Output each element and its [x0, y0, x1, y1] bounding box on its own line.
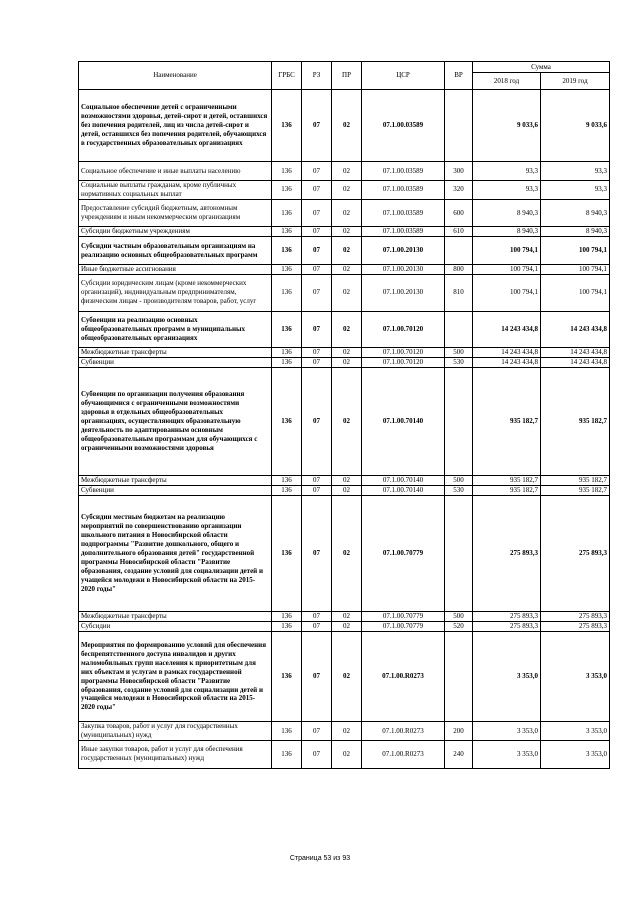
cell-vr: 530: [445, 358, 473, 368]
cell-vr: [445, 495, 473, 612]
cell-grbs: 136: [272, 237, 302, 265]
cell-csr: 07.1.00.70140: [362, 475, 445, 485]
cell-2019: 14 243 434,8: [541, 358, 610, 368]
cell-name: Субсидии частным образовательным организациям на реализацию основных общеобразовательных программ: [79, 237, 272, 265]
cell-pr: 02: [332, 227, 362, 237]
header-name: Наименование: [79, 62, 272, 90]
cell-vr: 500: [445, 475, 473, 485]
cell-rz: 07: [302, 348, 332, 358]
cell-csr: 07.1.00.70120: [362, 348, 445, 358]
cell-2019: 935 182,7: [541, 367, 610, 475]
cell-rz: 07: [302, 475, 332, 485]
cell-2018: 3 353,0: [473, 722, 541, 741]
cell-vr: 600: [445, 199, 473, 227]
cell-2018: 100 794,1: [473, 237, 541, 265]
cell-2018: 93,3: [473, 162, 541, 181]
cell-csr: 07.1.00.03589: [362, 227, 445, 237]
cell-csr: 07.1.00.70140: [362, 367, 445, 475]
cell-2018: 100 794,1: [473, 265, 541, 275]
cell-csr: 07.1.00.03589: [362, 162, 445, 181]
budget-table: [78, 61, 610, 769]
cell-2018: 935 182,7: [473, 485, 541, 495]
cell-2019: 100 794,1: [541, 265, 610, 275]
cell-2018: 100 794,1: [473, 274, 541, 311]
cell-name: Субсидии юридическим лицам (кроме некоммерческих организаций), индивидуальным предпринимателям, физическим лицам - производителям товаров, работ, услуг: [79, 274, 272, 311]
cell-2018: 275 893,3: [473, 495, 541, 612]
cell-rz: 07: [302, 162, 332, 181]
cell-name: Субвенции: [79, 485, 272, 495]
cell-name: Закупка товаров, работ и услуг для государственных (муниципальных) нужд: [79, 722, 272, 741]
table-row: [79, 227, 610, 237]
cell-grbs: 136: [272, 485, 302, 495]
cell-pr: 02: [332, 622, 362, 632]
table-row: [79, 358, 610, 368]
cell-2018: 935 182,7: [473, 367, 541, 475]
cell-name: Социальное обеспечение и иные выплаты населению: [79, 162, 272, 181]
cell-csr: 07.1.00.70779: [362, 612, 445, 622]
cell-grbs: 136: [272, 265, 302, 275]
table-row: [79, 162, 610, 181]
cell-pr: 02: [332, 311, 362, 348]
cell-pr: 02: [332, 265, 362, 275]
cell-2018: 14 243 434,8: [473, 348, 541, 358]
table-row: [79, 495, 610, 612]
header-csr: ЦСР: [362, 62, 445, 90]
cell-vr: 500: [445, 348, 473, 358]
cell-vr: 810: [445, 274, 473, 311]
cell-grbs: 136: [272, 311, 302, 348]
cell-2018: 275 893,3: [473, 612, 541, 622]
cell-vr: 500: [445, 612, 473, 622]
cell-grbs: 136: [272, 90, 302, 162]
cell-vr: [445, 632, 473, 722]
cell-csr: 07.1.00.70779: [362, 622, 445, 632]
table-row: [79, 632, 610, 722]
table-row: [79, 740, 610, 768]
cell-grbs: 136: [272, 199, 302, 227]
cell-grbs: 136: [272, 740, 302, 768]
table-body: [79, 90, 610, 769]
cell-grbs: 136: [272, 227, 302, 237]
cell-rz: 07: [302, 612, 332, 622]
cell-grbs: 136: [272, 495, 302, 612]
cell-rz: 07: [302, 265, 332, 275]
cell-csr: 07.1.00.70779: [362, 495, 445, 612]
cell-rz: 07: [302, 740, 332, 768]
cell-2018: 8 940,3: [473, 199, 541, 227]
cell-csr: 07.1.00.20130: [362, 274, 445, 311]
cell-2019: 3 353,0: [541, 722, 610, 741]
cell-pr: 02: [332, 274, 362, 311]
cell-vr: 610: [445, 227, 473, 237]
cell-2019: 14 243 434,8: [541, 348, 610, 358]
cell-vr: 800: [445, 265, 473, 275]
cell-csr: 07.1.00.03589: [362, 180, 445, 199]
cell-pr: 02: [332, 612, 362, 622]
cell-rz: 07: [302, 358, 332, 368]
table-row: [79, 311, 610, 348]
cell-pr: 02: [332, 358, 362, 368]
cell-rz: 07: [302, 90, 332, 162]
header-rz: РЗ: [302, 62, 332, 90]
table-row: [79, 612, 610, 622]
cell-name: Мероприятия по формированию условий для обеспечения беспрепятственного доступа инвалидов и других маломобильных групп населения к приоритетным для них объектам и услугам в рамках государственной программы Новосибирской области "Развитие образования, создание условий для социализации детей и учащейся молодежи в Новосибирской области на 2015-2020 годы": [79, 632, 272, 722]
cell-pr: 02: [332, 485, 362, 495]
table-row: [79, 722, 610, 741]
table-row: [79, 180, 610, 199]
cell-vr: [445, 311, 473, 348]
cell-2019: 9 033,6: [541, 90, 610, 162]
cell-rz: 07: [302, 311, 332, 348]
cell-2018: 3 353,0: [473, 740, 541, 768]
cell-2019: 8 940,3: [541, 227, 610, 237]
cell-rz: 07: [302, 495, 332, 612]
cell-2019: 100 794,1: [541, 237, 610, 265]
cell-grbs: 136: [272, 612, 302, 622]
cell-pr: 02: [332, 740, 362, 768]
cell-2018: 93,3: [473, 180, 541, 199]
cell-grbs: 136: [272, 348, 302, 358]
cell-2018: 14 243 434,8: [473, 311, 541, 348]
cell-grbs: 136: [272, 622, 302, 632]
cell-rz: 07: [302, 274, 332, 311]
cell-rz: 07: [302, 237, 332, 265]
cell-grbs: 136: [272, 358, 302, 368]
header-year-2018: 2018 год: [473, 73, 541, 90]
cell-csr: 07.1.00.R0273: [362, 632, 445, 722]
cell-csr: 07.1.00.20130: [362, 237, 445, 265]
cell-pr: 02: [332, 237, 362, 265]
cell-name: Субсидии: [79, 622, 272, 632]
table-row: [79, 237, 610, 265]
table-row: [79, 90, 610, 162]
cell-2019: 3 353,0: [541, 740, 610, 768]
cell-pr: 02: [332, 367, 362, 475]
cell-2018: 275 893,3: [473, 622, 541, 632]
cell-vr: 200: [445, 722, 473, 741]
cell-rz: 07: [302, 632, 332, 722]
cell-csr: 07.1.00.70120: [362, 311, 445, 348]
table-row: [79, 475, 610, 485]
cell-name: Субвенции по организации получения образования обучающимися с ограниченными возможностями здоровья в отдельных общеобразовательных организациях, осуществляющих образовательную деятельность по адаптированным основным общеобразовательным программам для обучающихся с ограниченными возможностями здоровья: [79, 367, 272, 475]
cell-rz: 07: [302, 180, 332, 199]
header-grbs: ГРБС: [272, 62, 302, 90]
cell-csr: 07.1.00.R0273: [362, 740, 445, 768]
cell-rz: 07: [302, 722, 332, 741]
cell-name: Иные бюджетные ассигнования: [79, 265, 272, 275]
cell-vr: 530: [445, 485, 473, 495]
cell-name: Субвенции: [79, 358, 272, 368]
cell-rz: 07: [302, 227, 332, 237]
cell-grbs: 136: [272, 162, 302, 181]
cell-name: Социальные выплаты гражданам, кроме публичных нормативных социальных выплат: [79, 180, 272, 199]
cell-name: Социальное обеспечение детей с ограниченными возможностями здоровья, детей-сирот и детей, оставшихся без попечения родителей, лиц из числа детей-сирот и детей, оставшихся без попечения родителей, обучающихся в государственных образовательных организациях: [79, 90, 272, 162]
cell-csr: 07.1.00.03589: [362, 90, 445, 162]
cell-2019: 275 893,3: [541, 612, 610, 622]
cell-name: Субвенции на реализацию основных общеобразовательных программ в муниципальных общеобразовательных организациях: [79, 311, 272, 348]
header-sum: Сумма: [473, 62, 610, 73]
header-year-2019: 2019 год: [541, 73, 610, 90]
cell-name: Предоставление субсидий бюджетным, автономным учреждениям и иным некоммерческим организациям: [79, 199, 272, 227]
cell-vr: 240: [445, 740, 473, 768]
cell-2019: 275 893,3: [541, 495, 610, 612]
cell-name: Межбюджетные трансферты: [79, 612, 272, 622]
cell-2019: 935 182,7: [541, 485, 610, 495]
table-row: [79, 265, 610, 275]
cell-csr: 07.1.00.R0273: [362, 722, 445, 741]
table-row: [79, 274, 610, 311]
cell-2018: 8 940,3: [473, 227, 541, 237]
cell-vr: [445, 90, 473, 162]
cell-rz: 07: [302, 199, 332, 227]
cell-vr: [445, 367, 473, 475]
cell-rz: 07: [302, 622, 332, 632]
cell-pr: 02: [332, 180, 362, 199]
cell-name: Субсидии местным бюджетам на реализацию мероприятий по совершенствованию организации школьного питания в Новосибирской области подпрограммы "Развитие дошкольного, общего и дополнительного образования детей" государственной программы Новосибирской области "Развитие образования, создание условий для социализации детей и учащейся молодежи в Новосибирской области на 2015-2020 годы": [79, 495, 272, 612]
cell-grbs: 136: [272, 632, 302, 722]
cell-vr: 300: [445, 162, 473, 181]
cell-grbs: 136: [272, 274, 302, 311]
cell-rz: 07: [302, 367, 332, 475]
cell-pr: 02: [332, 632, 362, 722]
cell-pr: 02: [332, 348, 362, 358]
cell-name: Межбюджетные трансферты: [79, 348, 272, 358]
table-row: [79, 367, 610, 475]
cell-2019: 3 353,0: [541, 632, 610, 722]
cell-pr: 02: [332, 495, 362, 612]
cell-2018: 14 243 434,8: [473, 358, 541, 368]
cell-rz: 07: [302, 485, 332, 495]
cell-vr: [445, 237, 473, 265]
cell-csr: 07.1.00.70120: [362, 358, 445, 368]
cell-csr: 07.1.00.03589: [362, 199, 445, 227]
cell-2019: 275 893,3: [541, 622, 610, 632]
cell-2018: 935 182,7: [473, 475, 541, 485]
table-row: [79, 622, 610, 632]
cell-pr: 02: [332, 90, 362, 162]
cell-2019: 8 940,3: [541, 199, 610, 227]
cell-grbs: 136: [272, 475, 302, 485]
cell-name: Субсидии бюджетным учреждениям: [79, 227, 272, 237]
header-vr: ВР: [445, 62, 473, 90]
cell-2019: 935 182,7: [541, 475, 610, 485]
cell-2018: 3 353,0: [473, 632, 541, 722]
cell-csr: 07.1.00.70140: [362, 485, 445, 495]
cell-pr: 02: [332, 722, 362, 741]
cell-2019: 93,3: [541, 180, 610, 199]
cell-grbs: 136: [272, 722, 302, 741]
cell-2018: 9 033,6: [473, 90, 541, 162]
cell-2019: 93,3: [541, 162, 610, 181]
cell-csr: 07.1.00.20130: [362, 265, 445, 275]
cell-pr: 02: [332, 199, 362, 227]
cell-pr: 02: [332, 162, 362, 181]
page-footer: Страница 53 из 93: [289, 855, 351, 862]
cell-2019: 14 243 434,8: [541, 311, 610, 348]
cell-name: Межбюджетные трансферты: [79, 475, 272, 485]
cell-vr: 520: [445, 622, 473, 632]
table-row: [79, 199, 610, 227]
table-row: [79, 485, 610, 495]
cell-grbs: 136: [272, 367, 302, 475]
header-pr: ПР: [332, 62, 362, 90]
table-row: [79, 348, 610, 358]
cell-vr: 320: [445, 180, 473, 199]
cell-2019: 100 794,1: [541, 274, 610, 311]
cell-name: Иные закупки товаров, работ и услуг для обеспечения государственных (муниципальных) нужд: [79, 740, 272, 768]
cell-pr: 02: [332, 475, 362, 485]
cell-grbs: 136: [272, 180, 302, 199]
